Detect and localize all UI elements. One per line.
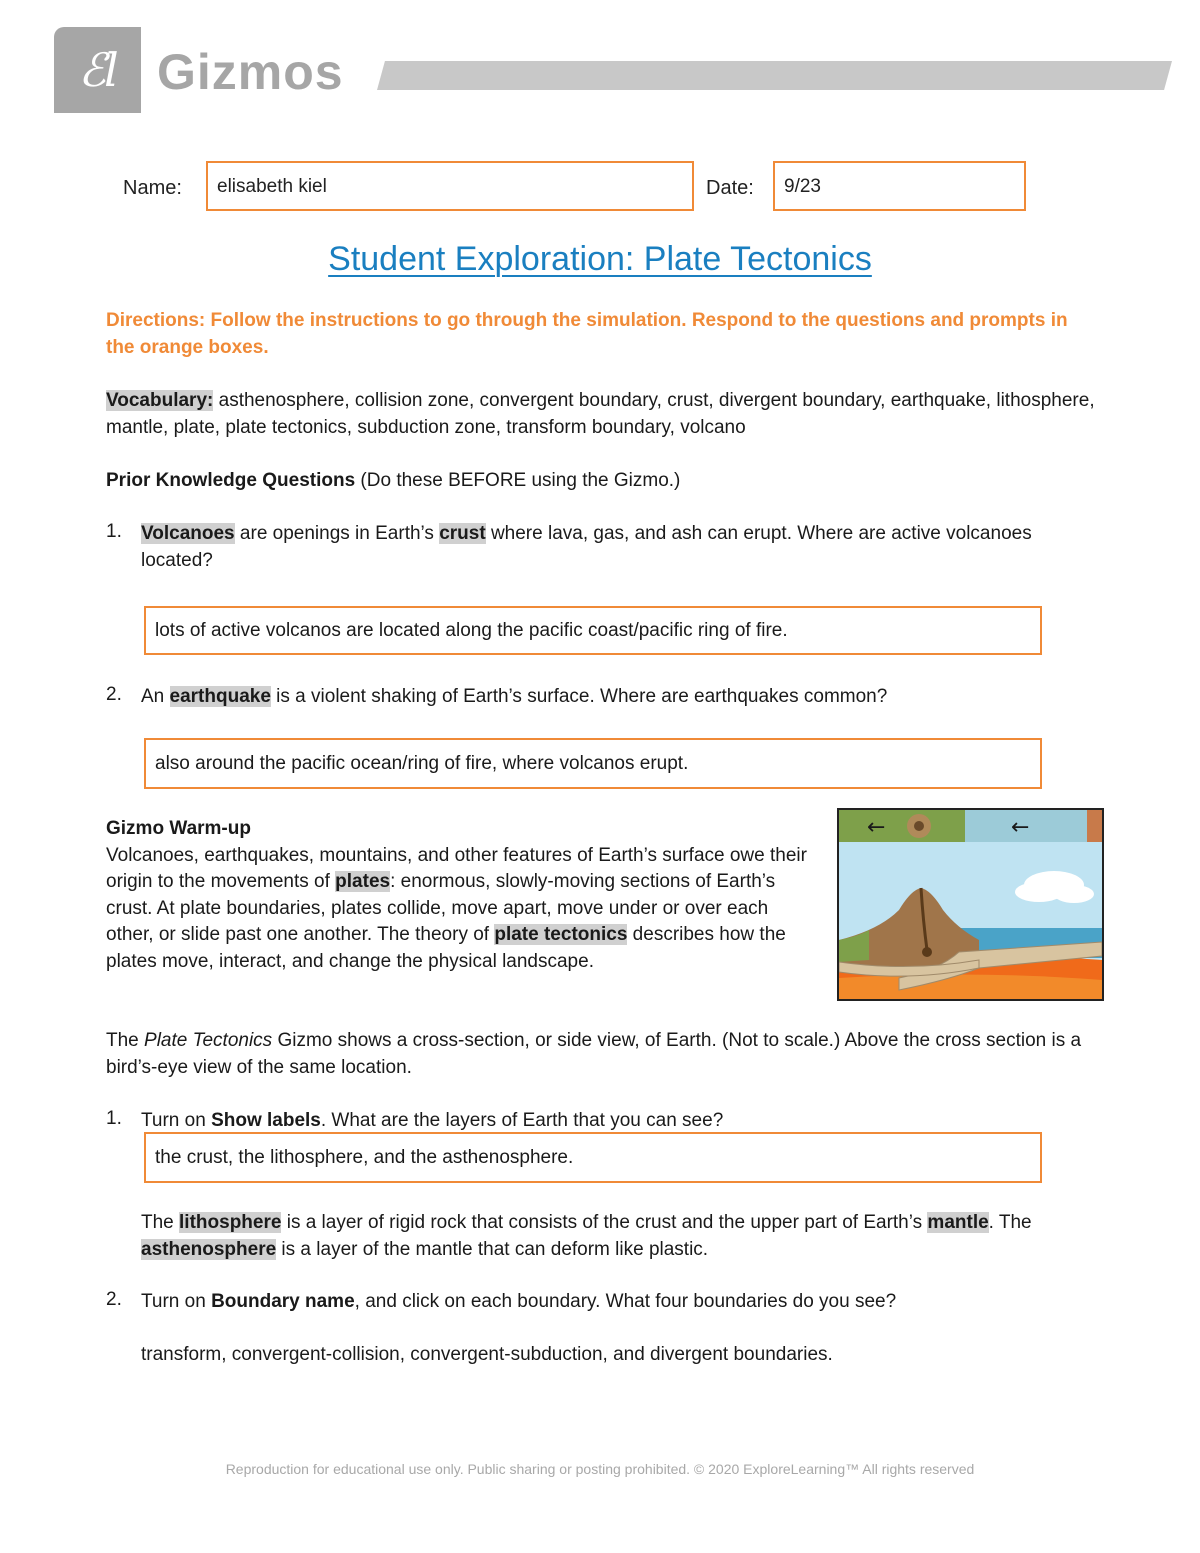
date-field[interactable]: 9/23: [773, 161, 1026, 211]
term-earthquake: earthquake: [169, 686, 271, 707]
footer-copyright: Reproduction for educational use only. Public sharing or posting prohibited. © 2020 ExploreLearning™ All rights reserved: [225, 1461, 975, 1477]
prior-q2-text: An earthquake is a violent shaking of Earth’s surface. Where are earthquakes common?: [141, 686, 888, 707]
term-lithosphere: lithosphere: [179, 1212, 282, 1233]
warmup-heading: Gizmo Warm-up: [106, 818, 251, 839]
warmup-q2-answer[interactable]: transform, convergent-collision, convergent-subduction, and divergent boundaries.: [141, 1344, 833, 1365]
prior-q2-answer-box[interactable]: also around the pacific ocean/ring of fire, where volcanos erupt.: [144, 738, 1042, 789]
vocabulary-list: asthenosphere, collision zone, convergent boundary, crust, divergent boundary, earthquake, lithosphere, mantle, plate, plate tectonics, subduction zone, transform boundary, volcano: [106, 390, 1095, 438]
lithosphere-info-paragraph: The lithosphere is a layer of rigid rock that consists of the crust and the upper part of Earth’s mantle. The asthenosphere is a layer of the mantle that can deform like plastic.: [141, 1212, 1032, 1260]
header-divider-bar: [377, 61, 1172, 90]
birds-eye-edge: [1087, 810, 1102, 842]
boundary-name-term: Boundary name: [211, 1291, 355, 1312]
gizmo-cross-section-image: [837, 808, 1104, 1001]
birds-eye-land: [839, 810, 965, 842]
gizmo-name-italic: Plate Tectonics: [144, 1030, 273, 1051]
vocabulary-label: Vocabulary:: [106, 390, 214, 411]
warmup-paragraph: Volcanoes, earthquakes, mountains, and other features of Earth’s surface owe their origin to the movements of plates: enormous, slowly-moving sections of Earth’s crust. At plate boundaries, plates collide, move apart, move under or over each other, or slide past one another. The theory of plate tectonics describes how the plates move, interact, and change the physical landscape.: [106, 844, 807, 972]
arrow-left-icon: ←: [1011, 815, 1030, 840]
term-crust: crust: [439, 523, 486, 544]
prior-q1-text: Volcanoes are openings in Earth’s crust where lava, gas, and ash can erupt. Where are active volcanoes located?: [141, 523, 1032, 571]
warmup-q1-text: Turn on Show labels. What are the layers of Earth that you can see?: [141, 1110, 724, 1131]
directions-text: Directions: Follow the instructions to go through the simulation. Respond to the questions and prompts in the orange boxes.: [106, 310, 1068, 358]
name-label: Name:: [123, 177, 182, 199]
name-field[interactable]: elisabeth kiel: [206, 161, 694, 211]
prior-q2-number: 2.: [106, 684, 122, 705]
term-asthenosphere: asthenosphere: [141, 1238, 277, 1260]
vocabulary-section: [106, 388, 1096, 441]
arrow-left-icon: ←: [867, 815, 886, 840]
warmup-q1-number: 1.: [106, 1108, 122, 1129]
term-plates: plates: [335, 871, 391, 892]
show-labels-term: Show labels: [211, 1110, 321, 1131]
prior-knowledge-title: Prior Knowledge Questions: [106, 470, 356, 491]
term-plate-tectonics: plate tectonics: [494, 924, 628, 945]
birds-eye-ocean: [965, 810, 1102, 842]
warmup-q2-text: Turn on Boundary name, and click on each boundary. What four boundaries do you see?: [141, 1291, 897, 1312]
prior-q1-answer-box[interactable]: lots of active volcanos are located along the pacific coast/pacific ring of fire.: [144, 606, 1042, 655]
prior-q1-number: 1.: [106, 521, 122, 542]
page-title: Student Exploration: Plate Tectonics: [328, 240, 872, 278]
date-label: Date:: [706, 177, 754, 199]
prior-knowledge-note: (Do these BEFORE using the Gizmo.): [355, 470, 681, 491]
gizmo-description-paragraph: The Plate Tectonics Gizmo shows a cross-section, or side view, of Earth. (Not to scale.) Above the cross section is a bird’s-eye view of the same location.: [106, 1030, 1082, 1078]
warmup-section: [106, 816, 818, 975]
term-volcanoes: Volcanoes: [141, 523, 235, 544]
warmup-q1-answer-box[interactable]: the crust, the lithosphere, and the asthenosphere.: [144, 1132, 1042, 1183]
term-mantle: mantle: [927, 1212, 989, 1233]
brand-name: Gizmos: [157, 44, 344, 100]
plate-tectonics-illustration: [839, 810, 1102, 999]
explorelearning-logo-icon: ℰl: [78, 43, 117, 97]
warmup-q2-number: 2.: [106, 1289, 122, 1310]
prior-knowledge-heading: [106, 468, 1096, 495]
